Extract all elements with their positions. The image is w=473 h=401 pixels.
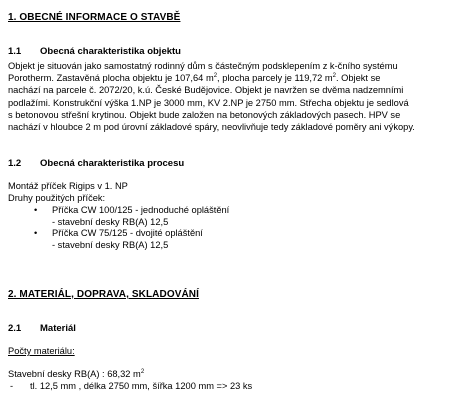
section-number: 1.2	[8, 158, 22, 169]
list-item-detail: - stavební desky RB(A) 12,5	[52, 216, 169, 227]
process-intro: Montáž příček Rigips v 1. NP	[8, 181, 128, 191]
text-line: nachází v hloubce 2 m pod úrovní základové spáry, neovlivňuje tedy základové poměry ani výkopy.	[8, 122, 415, 133]
board-spec-text: tl. 12,5 mm , délka 2750 mm, šířka 1200 mm => 23 ks	[30, 381, 253, 391]
dash-glyph: -	[10, 381, 14, 391]
list-item	[8, 228, 229, 251]
section-1-title: 1. OBECNÉ INFORMACE O STAVBĚ	[8, 12, 181, 23]
text-line: s betonovou střešní krytinou. Objekt bude založen na betonových základových pasech. HPV se	[8, 109, 401, 120]
text-fragment: , plocha parcely je 119,72 m	[217, 73, 333, 84]
superscript: 2	[140, 369, 145, 375]
text-fragment: Stavební desky RB(A) : 68,32 m	[8, 369, 141, 379]
list-item	[8, 205, 229, 228]
text-fragment: Porotherm. Zastavěná plocha objektu je 107,64 m	[8, 73, 214, 84]
boards-quantity	[8, 369, 144, 379]
partition-list	[8, 205, 229, 251]
list-item-title: Příčka CW 100/125 - jednoduché opláštění	[52, 205, 230, 215]
section-number: 2.1	[8, 323, 22, 334]
text-fragment: . Objekt se	[335, 73, 381, 84]
partition-types-label: Druhy použitých příček:	[8, 193, 106, 203]
board-spec-item	[8, 381, 252, 391]
section-title: Materiál	[40, 323, 76, 334]
section-title: Obecná charakteristika procesu	[40, 158, 185, 169]
superscript: 2	[213, 73, 218, 80]
list-item-detail: - stavební desky RB(A) 12,5	[52, 239, 169, 250]
bullet-glyph: •	[34, 205, 38, 215]
section-title: Obecná charakteristika objektu	[40, 46, 181, 57]
bullet-glyph: •	[34, 228, 38, 238]
text-line: nachází na parcele č. 2072/20, k.ú. České Budějovice. Objekt je navržen se dvěma nadzemními	[8, 85, 404, 96]
object-description	[8, 60, 466, 133]
text-line: Objekt je situován jako samostatný rodinný dům s částečným podsklepením z k-čního systému	[8, 61, 398, 71]
material-counts-label: Počty materiálu:	[8, 346, 75, 356]
section-number: 1.1	[8, 46, 22, 57]
text-line	[8, 72, 466, 84]
section-2-title: 2. MATERIÁL, DOPRAVA, SKLADOVÁNÍ	[8, 289, 199, 300]
section-1-2-heading	[8, 158, 184, 169]
section-2-1-heading	[8, 323, 76, 334]
list-item-title: Příčka CW 75/125 - dvojité opláštění	[52, 228, 203, 238]
section-1-1-heading	[8, 46, 181, 57]
text-line: podlažími. Konstrukční výška 1.NP je 3000 mm, KV 2.NP je 2750 mm. Střecha objektu je sedlová	[8, 97, 409, 108]
superscript: 2	[332, 73, 336, 80]
